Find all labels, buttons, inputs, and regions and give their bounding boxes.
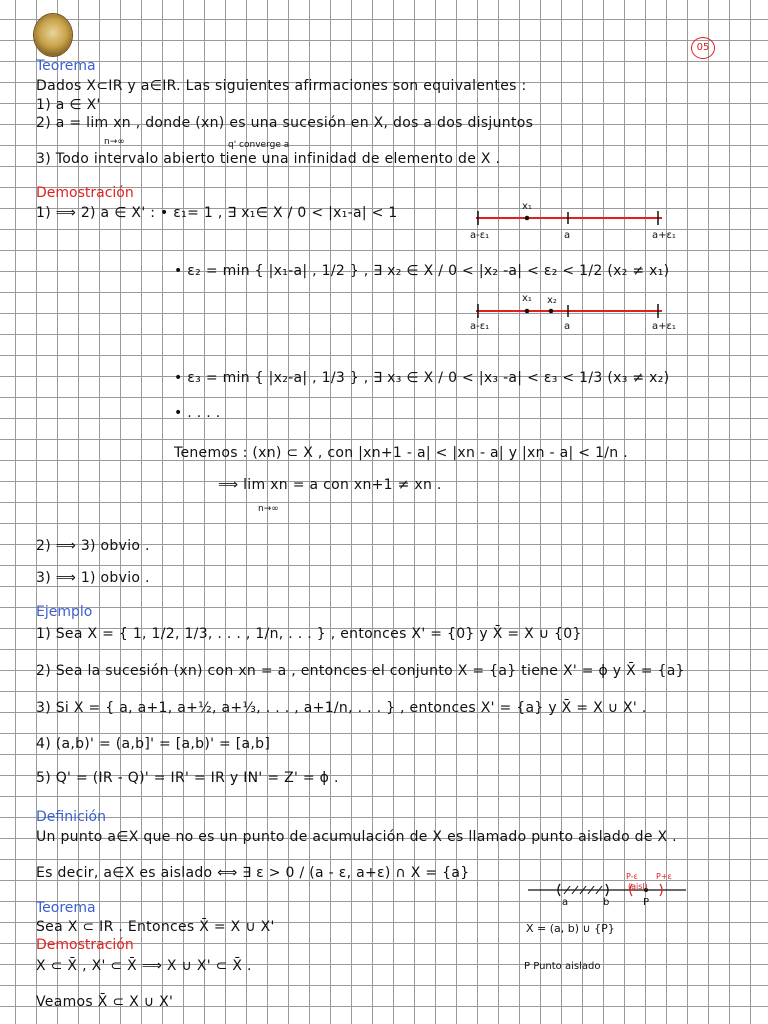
proof-have: Tenemos : (xn) ⊂ X , con |xn+1 - a| < |xn - a| y |xn - a| < 1/n . (174, 445, 628, 461)
diagram2-left-label: a-ε₁ (470, 321, 490, 332)
theorem2-heading: Teorema (36, 900, 96, 916)
diagram2-right-label: a+ε₁ (652, 321, 676, 332)
diagram1-point-label: x₁ (522, 201, 532, 212)
proof-step-3-1: 3) ⟹ 1) obvio . (36, 570, 150, 586)
point-x1 (525, 216, 530, 221)
diagram1-left-label: a-ε₁ (470, 230, 490, 241)
proof-implies-limit-sub: n→∞ (258, 504, 279, 514)
proof-step-2: • ε₂ = min { |x₁-a| , 1/2 } , ∃ x₂ ∈ X / 0 < |x₂ -a| < ε₂ < 1/2 (x₂ ≠ x₁) (174, 263, 670, 279)
diagram2-point1-label: x₁ (522, 293, 532, 304)
diagram2-point2-label: x₂ (547, 295, 557, 306)
diagram1-center-label: a (564, 230, 571, 241)
example-3: 3) Si X = { a, a+1, a+½, a+⅓, . . . , a+1/n, . . . } , entonces X' = {a} y X̄ = X ∪ X' . (36, 700, 647, 716)
diagram2-center-label: a (564, 321, 571, 332)
definition-line-1: Un punto a∈X que no es un punto de acumulación de X es llamado punto aislado de X . (36, 829, 677, 845)
p-plus-eps-label: P+ε (656, 872, 672, 881)
proof2-line-2: Veamos X̄ ⊂ X ∪ X' (36, 994, 174, 1010)
university-seal-logo (34, 14, 72, 56)
point-x1 (525, 309, 530, 314)
proof-heading: Demostración (36, 185, 134, 201)
definition-line-2: Es decir, a∈X es aislado ⟺ ∃ ε > 0 / (a - ε, a+ε) ∩ X = {a} (36, 865, 470, 881)
theorem-item-3: 3) Todo intervalo abierto tiene una infinidad de elemento de X . (36, 151, 501, 167)
proof-implies: ⟹ lim xn = a con xn+1 ≠ xn . (218, 477, 442, 493)
isolated-mark: (aisl) (628, 882, 648, 891)
example-4: 4) (a,b)' = (a,b]' = [a,b)' = [a,b] (36, 736, 271, 752)
proof-step-2-3: 2) ⟹ 3) obvio . (36, 538, 150, 554)
proof-dots: • . . . . (174, 405, 221, 421)
proof2-heading: Demostración (36, 937, 134, 953)
theorem2-statement: Sea X ⊂ IR . Entonces X̄ = X ∪ X' (36, 919, 275, 935)
theorem-statement: Dados X⊂IR y a∈IR. Las siguientes afirmaciones son equivalentes : (36, 78, 527, 94)
diagram3-b-label: b (603, 897, 610, 908)
theorem-heading: Teorema (36, 58, 96, 74)
p-minus-eps-label: P-ε (626, 872, 638, 881)
diagram1-right-label: a+ε₁ (652, 230, 676, 241)
proof-step-1: 1) ⟹ 2) a ∈ X' : • ε₁= 1 , ∃ x₁∈ X / 0 < |x₁-a| < 1 (36, 205, 398, 221)
proof-step-3: • ε₃ = min { |x₂-a| , 1/3 } , ∃ x₃ ∈ X / 0 < |x₃ -a| < ε₃ < 1/3 (x₃ ≠ x₂) (174, 370, 670, 386)
example-heading: Ejemplo (36, 604, 93, 620)
diagram3-p-label: P (643, 897, 650, 908)
diagram3-set: X = (a, b) ∪ {P} (526, 922, 615, 935)
example-1: 1) Sea X = { 1, 1/2, 1/3, . . . , 1/n, . . . } , entonces X' = {0} y X̄ = X ∪ {0} (36, 626, 582, 642)
theorem-item-2: 2) a = lim xn , donde (xn) es una sucesión en X, dos a dos disjuntos (36, 115, 534, 131)
point-x2 (549, 309, 554, 314)
diagram3-a-label: a (562, 897, 569, 908)
example-5: 5) Q' = (IR - Q)' = IR' = IR y IN' = Z' = ϕ . (36, 770, 339, 786)
page-number: 05 (691, 37, 715, 59)
definition-heading: Definición (36, 809, 106, 825)
theorem-item-1: 1) a ∈ X' (36, 97, 101, 113)
theorem-item-2-note: q' converge a (228, 140, 290, 150)
example-2: 2) Sea la sucesión (xn) con xn = a , entonces el conjunto X = {a} tiene X' = ϕ y X̄ = {a} (36, 663, 685, 679)
proof2-line-1: X ⊂ X̄ , X' ⊂ X̄ ⟹ X ∪ X' ⊂ X̄ . (36, 958, 252, 974)
theorem-item-2-limit-sub: n→∞ (104, 137, 125, 147)
diagram3-caption: P Punto aislado (524, 961, 601, 972)
